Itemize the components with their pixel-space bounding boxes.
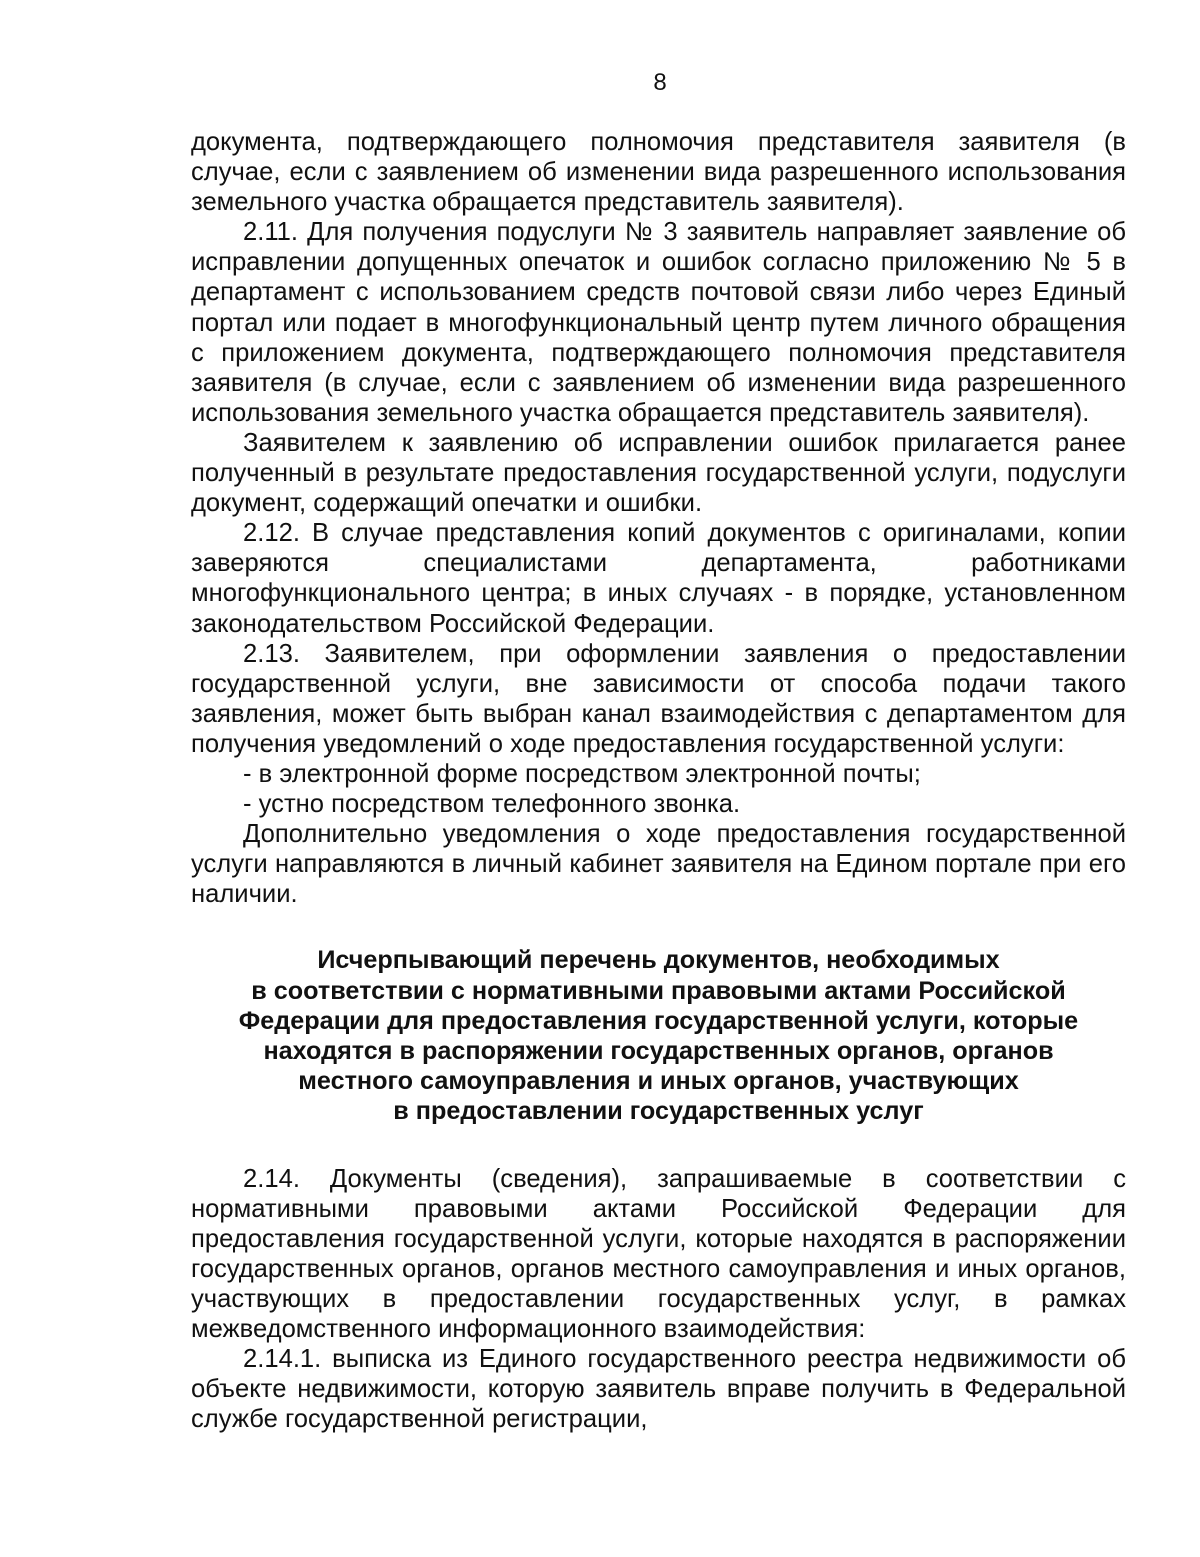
page-number: 8 <box>653 69 667 96</box>
list-item-phone: - устно посредством телефонного звонка. <box>243 790 741 819</box>
paragraph-2-11: 2.11. Для получения подуслуги № 3 заявитель направляет заявление об исправлении допущенных опечаток и ошибок согласно приложению № 5 в департамент с использованием средств почтовой связи либо через Единый портал или подает в многофункциональный центр путем личного обращения с приложением документа, подтверждающего полномочия представителя заявителя (в случае, если с заявлением об изменении вида разрешенного использования земельного участка обращается представитель заявителя). <box>191 218 1126 427</box>
paragraph-error-attachment: Заявителем к заявлению об исправлении ошибок прилагается ранее полученный в результате предоставления государственной услуги, подуслуги документ, содержащий опечатки и ошибки. <box>191 428 1126 518</box>
section-heading <box>191 945 1126 1126</box>
heading-line: в предоставлении государственных услуг <box>393 1097 924 1126</box>
list-item-email: - в электронной форме посредством электронной почты; <box>243 759 921 788</box>
paragraph-2-14: 2.14. Документы (сведения), запрашиваемые в соответствии с нормативными правовыми актами Российской Федерации для предоставления государственной услуги, которые находятся в распоряжении государственных органов, органов местного самоуправления и иных органов, участвующих в предоставлении государственных услуг, в рамках межведомственного информационного взаимодействия: <box>191 1164 1126 1344</box>
paragraph-2-14-1: 2.14.1. выписка из Единого государственного реестра недвижимости об объекте недвижимости, которую заявитель вправе получить в Федеральной службе государственной регистрации, <box>191 1345 1126 1434</box>
heading-line: в соответствии с нормативными правовыми актами Российской <box>251 976 1066 1005</box>
paragraph-continuation: документа, подтверждающего полномочия представителя заявителя (в случае, если с заявлением об изменении вида разрешенного использования земельного участка обращается представитель заявителя). <box>191 128 1126 217</box>
paragraph-2-12: 2.12. В случае представления копий документов с оригиналами, копии заверяются специалистами департамента, работниками многофункционального центра; в иных случаях - в порядке, установленном законодательством Российской Федерации. <box>191 519 1126 638</box>
heading-line: местного самоуправления и иных органов, участвующих <box>298 1067 1019 1096</box>
paragraph-2-13: 2.13. Заявителем, при оформлении заявления о предоставлении государственной услуги, вне зависимости от способа подачи такого заявления, может быть выбран канал взаимодействия с департаментом для получения уведомлений о ходе предоставления государственной услуги: <box>191 639 1126 758</box>
heading-line: Федерации для предоставления государственной услуги, которые <box>238 1006 1079 1035</box>
document-body <box>191 127 1126 1435</box>
heading-line: Исчерпывающий перечень документов, необходимых <box>317 946 1000 975</box>
heading-line: находятся в распоряжении государственных органов, органов <box>263 1037 1054 1066</box>
paragraph-additional-notifications: Дополнительно уведомления о ходе предоставления государственной услуги направляются в личный кабинет заявителя на Едином портале при его наличии. <box>191 820 1126 909</box>
